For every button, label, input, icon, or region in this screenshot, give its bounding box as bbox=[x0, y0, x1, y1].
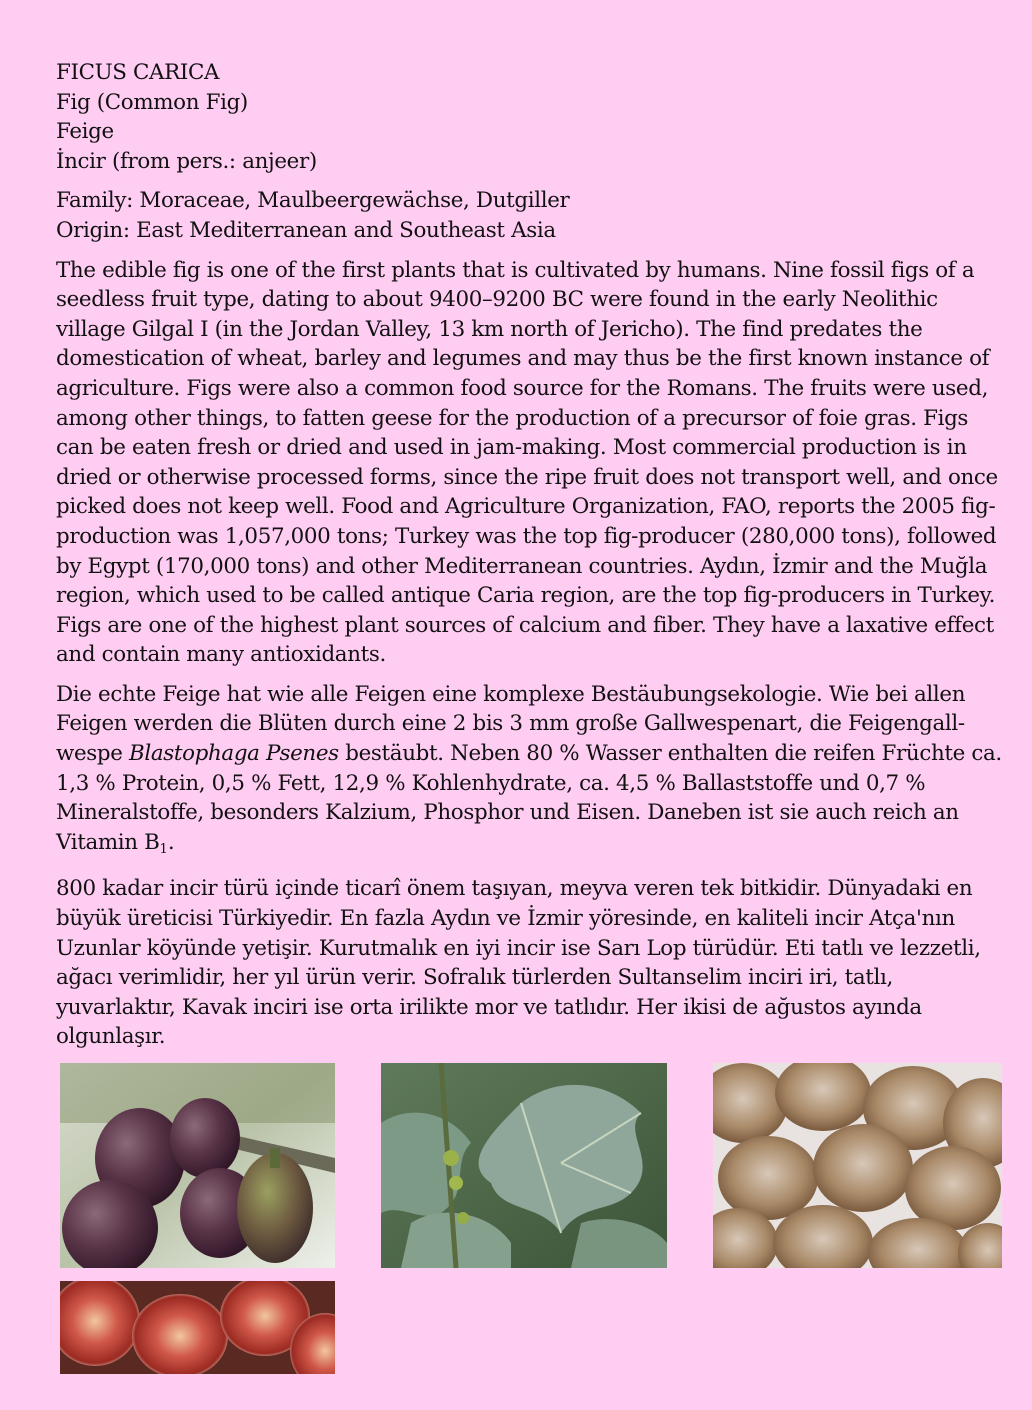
fresh-figs-photo bbox=[60, 1063, 335, 1268]
meta-block bbox=[56, 186, 1006, 245]
german-text-part2: bestäubt. Neben 80 % Wasser enthalten die reifen Früchte ca. 1,3 % Protein, 0,5 % Fett, 12,9 % Kohlenhydrate, ca. 4,5 % Ballaststoffe und 0,7 % Mineralstoffe, besonders Kalzium, Phosphor und Eisen. Daneben ist sie auch reich an Vitamin B bbox=[56, 741, 1002, 855]
family-line: Family: Moraceae, Maulbeergewächse, Dutgiller bbox=[56, 188, 570, 214]
turkish-paragraph: 800 kadar incir türü içinde ticarî önem taşıyan, meyva veren tek bitkidir. Dünyadaki en büyük üreticisi Türkiyedir. En fazla Aydın ve İzmir yöresinde, en kaliteli incir Atça'nın Uzunlar köyünde yetişir. Kurutmalık en iyi incir ise Sarı Lop türüdür. Eti tatlı ve lezzetli, ağacı verimlidir, her yıl ürün verir. Sofralık türlerden Sultanselim inciri iri, tatlı, yuvarlaktır, Kavak inciri ise orta irilikte mor ve tatlıdır. Her ikisi de ağustos ayında olgunlaşır. bbox=[56, 876, 981, 1050]
turkish-name: İncir (from pers.: anjeer) bbox=[56, 148, 317, 174]
english-paragraph: The edible fig is one of the first plants that is cultivated by humans. Nine fossil figs of a seedless fruit type, dating to about 9400–9200 BC were found in the early Neolithic village Gilgal I (in the Jordan Valley, 13 km north of Jericho). The find predates the domestication of wheat, barley and legumes and may thus be the first known instance of agriculture. Figs were also a common food source for the Romans. The fruits were used, among other things, to fatten geese for the production of a precursor of foie gras. Figs can be eaten fresh or dried and used in jam-making. Most commercial production is in dried or otherwise processed forms, since the ripe fruit does not transport well, and once picked does not keep well. Food and Agriculture Organization, FAO, reports the 2005 fig-production was 1,057,000 tons; Turkey was the top fig-producer (280,000 tons), followed by Egypt (170,000 tons) and other Mediterranean countries. Aydın, İzmir and the Muğla region, which used to be called antique Caria region, are the top fig-producers in Turkey. Figs are one of the highest plant sources of calcium and fiber. They have a laxative effect and contain many antioxidants. bbox=[56, 257, 998, 668]
dried-figs-photo bbox=[713, 1063, 1002, 1268]
german-text-part1: Die echte Feige hat wie alle Feigen eine komplexe Bestäubungsekologie. Wie bei allen Feigen werden die Blüten durch eine 2 bis 3 mm große Gallwespenart, die Feigengall-wespe bbox=[56, 681, 966, 767]
german-text-end: . bbox=[167, 829, 175, 855]
origin-line: Origin: East Mediterranean and Southeast Asia bbox=[56, 217, 556, 243]
species-name: Blastophaga Psenes bbox=[129, 741, 339, 767]
english-name: Fig (Common Fig) bbox=[56, 89, 248, 115]
fig-leaves-photo bbox=[381, 1063, 667, 1268]
title-block bbox=[56, 58, 1006, 176]
vitamin-subscript: 1 bbox=[159, 841, 168, 857]
document-body bbox=[56, 58, 1006, 1052]
german-name: Feige bbox=[56, 119, 114, 145]
latin-name: FICUS CARICA bbox=[56, 60, 220, 85]
german-paragraph bbox=[56, 680, 1006, 865]
cut-figs-photo bbox=[60, 1281, 335, 1374]
